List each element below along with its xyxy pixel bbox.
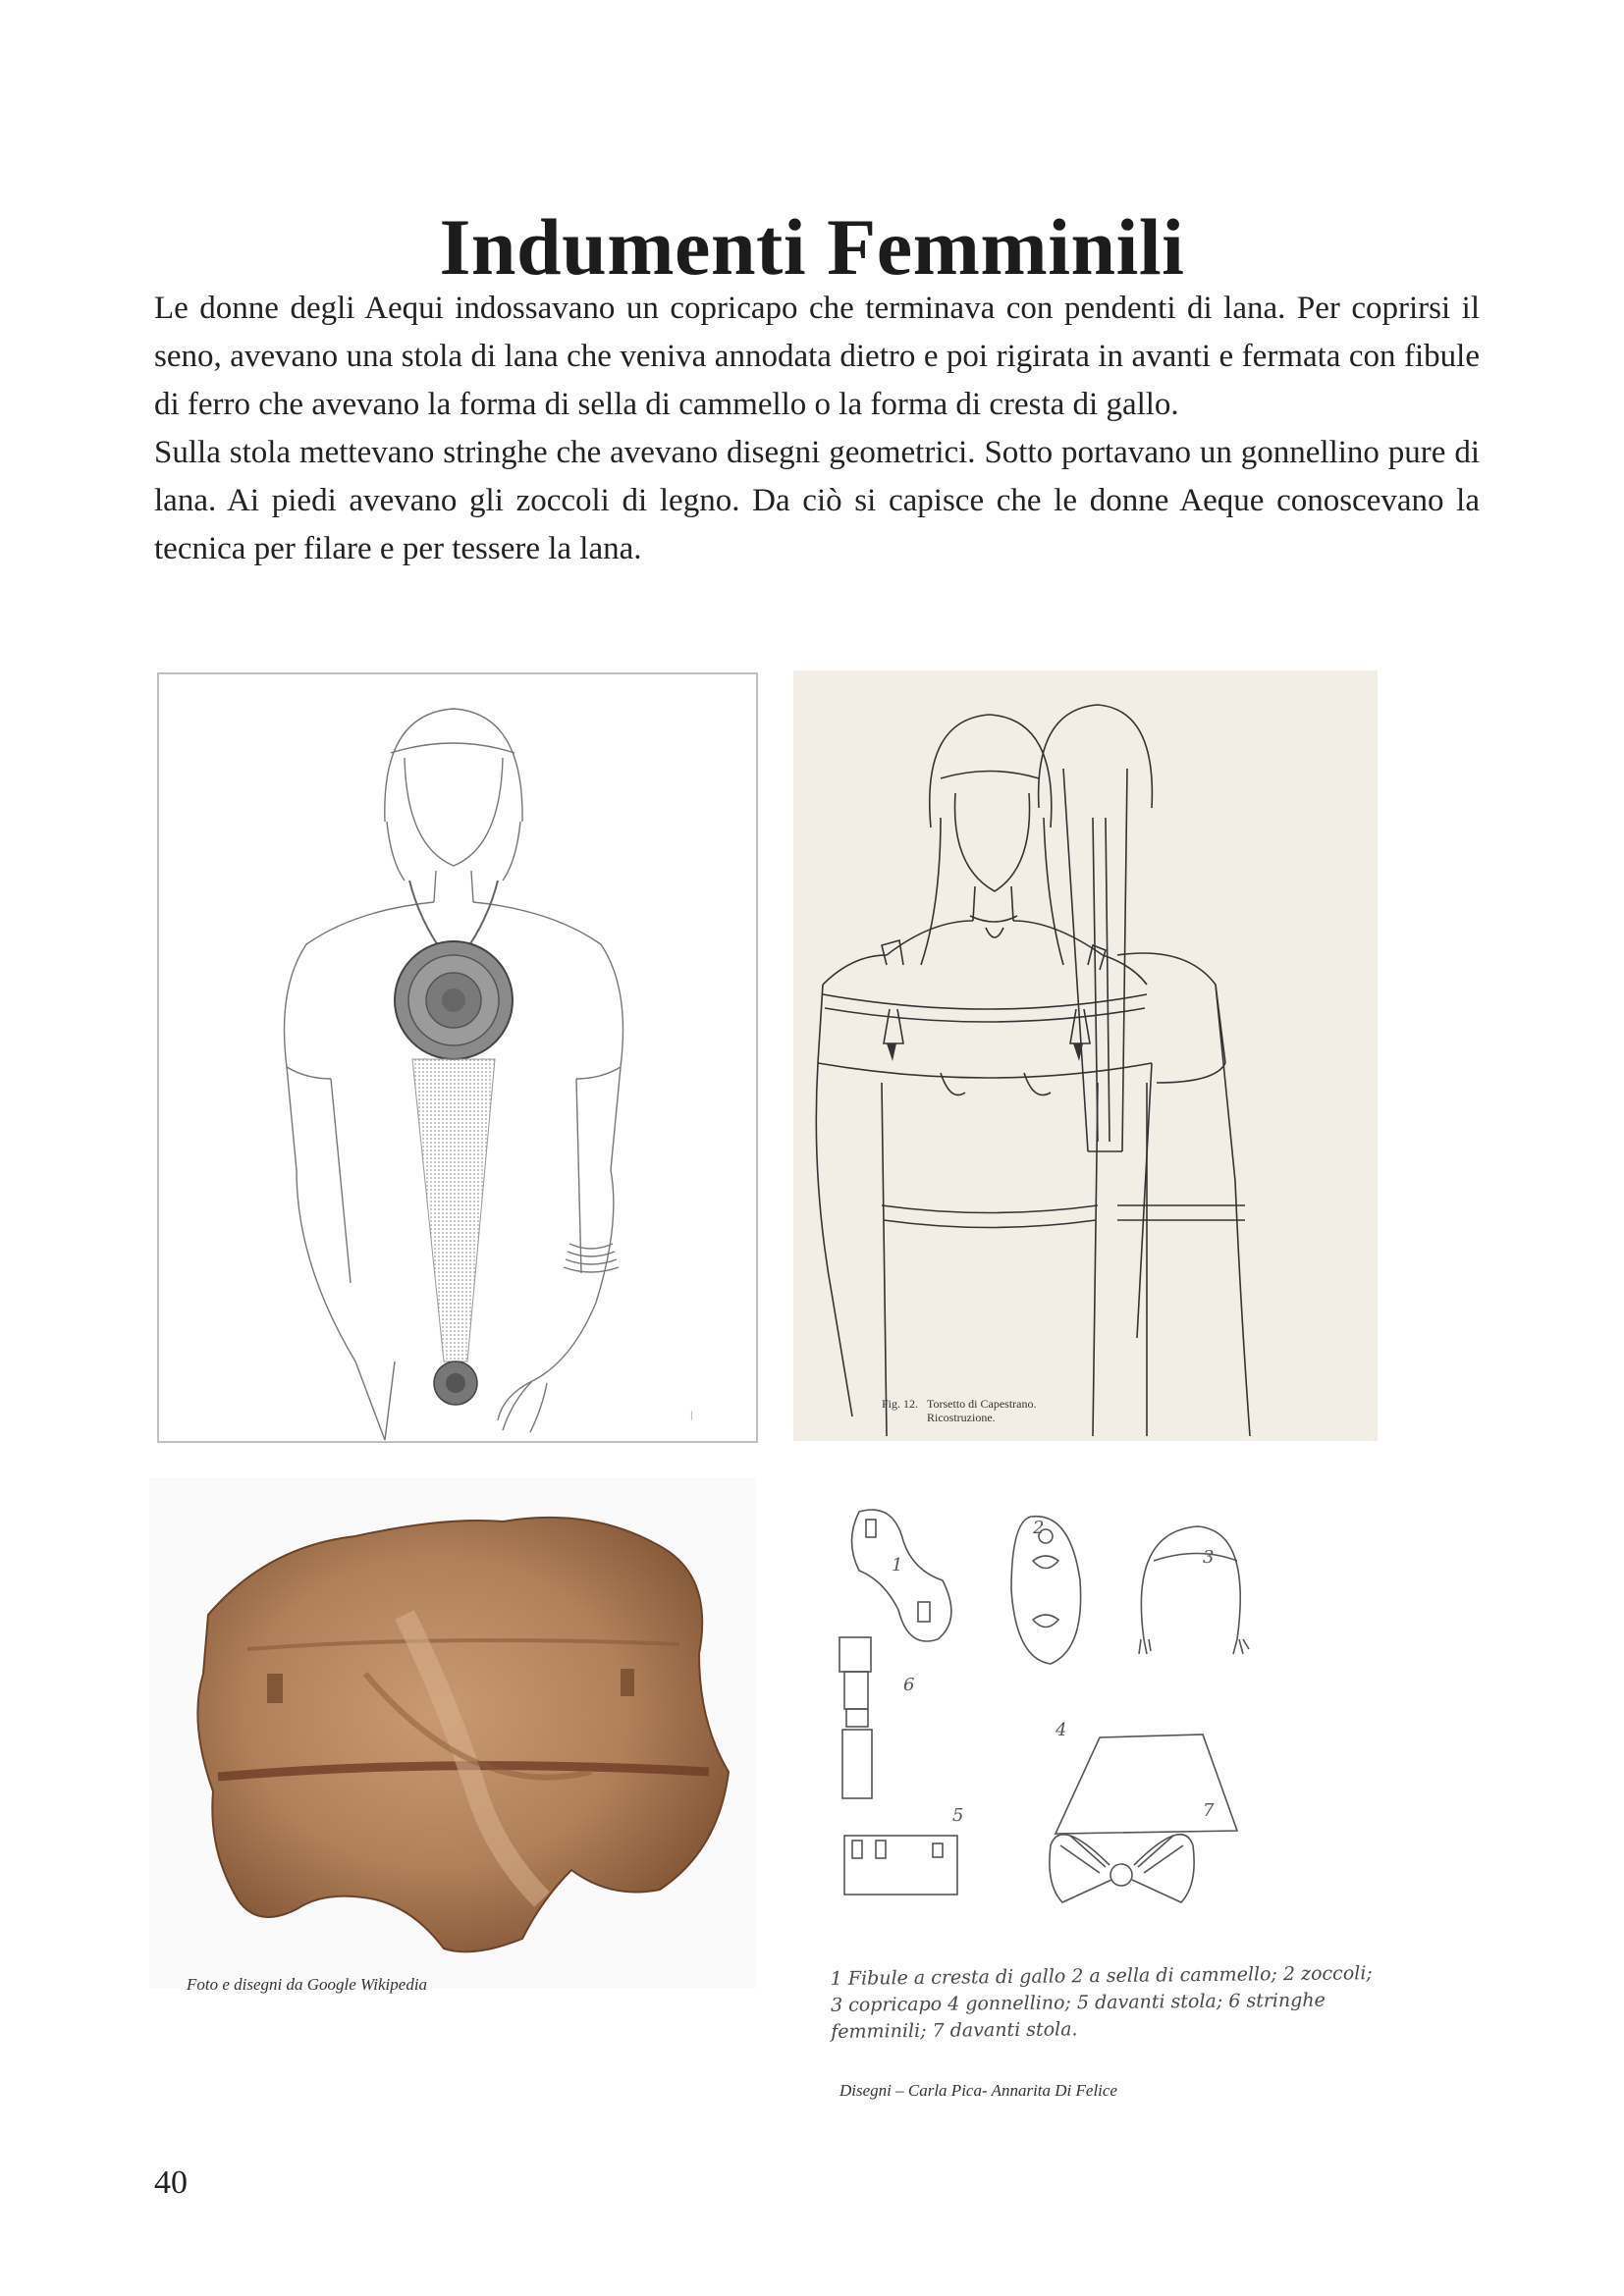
torsetto-illustration bbox=[793, 670, 1378, 1441]
terracotta-fragment bbox=[149, 1477, 756, 1988]
sketch-number-3: 3 bbox=[1203, 1547, 1215, 1568]
sketch-number-7: 7 bbox=[1203, 1800, 1215, 1821]
figure-woman-pendant-drawing bbox=[157, 672, 758, 1443]
clog-sketch bbox=[1011, 1517, 1081, 1664]
sketch-number-4: 4 bbox=[1056, 1720, 1067, 1740]
handwritten-legend: 1 Fibule a cresta di gallo 2 a sella di cammello; 2 zoccoli; 3 copricapo 4 gonnellino; 5 davanti stola; 6 stringhe femminili; 7 davanti stola. bbox=[830, 1962, 1373, 2043]
photo-credit: Foto e disegni da Google Wikipedia bbox=[187, 1975, 428, 1994]
woman-pendant-illustration bbox=[159, 674, 756, 1441]
figure-torsetto-capestrano bbox=[793, 670, 1378, 1441]
figure-caption bbox=[882, 1397, 1036, 1424]
sketch-number-5: 5 bbox=[952, 1805, 964, 1826]
caption-line-1: Torsetto di Capestrano. bbox=[927, 1397, 1037, 1411]
sketch-number-1: 1 bbox=[892, 1555, 903, 1575]
sketch-number-2: 2 bbox=[1033, 1518, 1045, 1538]
drawing-credit: Disegni – Carla Pica- Annarita Di Felice bbox=[839, 2081, 1117, 2100]
caption-line-2: Ricostruzione. bbox=[927, 1411, 996, 1424]
headdress-sketch bbox=[1141, 1526, 1240, 1639]
svg-text:—: — bbox=[686, 1411, 697, 1420]
strings-sketch bbox=[839, 1637, 871, 1672]
paragraph-2: Sulla stola mettevano stringhe che avevano disegni geometrici. Sotto portavano un gonnellino pure di lana. Ai piedi avevano gli zoccoli di legno. Da ciò si capisce che le donne Aeque conoscevano la tecnica per filare e per tessere la lana. bbox=[154, 435, 1480, 566]
sketch-number-6: 6 bbox=[903, 1675, 915, 1695]
paragraph-1: Le donne degli Aequi indossavano un copricapo che terminava con pendenti di lana. Per coprirsi il seno, avevano una stola di lana che veniva annodata dietro e poi rigirata in avanti e fermata con fibule di ferro che avevano la forma di sella di cammello o la forma di cresta di gallo. bbox=[154, 291, 1480, 422]
page-number: 40 bbox=[154, 2164, 188, 2201]
garment-sketches bbox=[805, 1492, 1394, 1953]
figure-garment-sketches bbox=[805, 1492, 1394, 1953]
caption-label: Fig. 12. bbox=[882, 1397, 919, 1411]
page-title: Indumenti Femminili bbox=[439, 201, 1185, 292]
photo-terracotta-torso bbox=[149, 1477, 756, 1988]
body-text bbox=[154, 285, 1480, 573]
